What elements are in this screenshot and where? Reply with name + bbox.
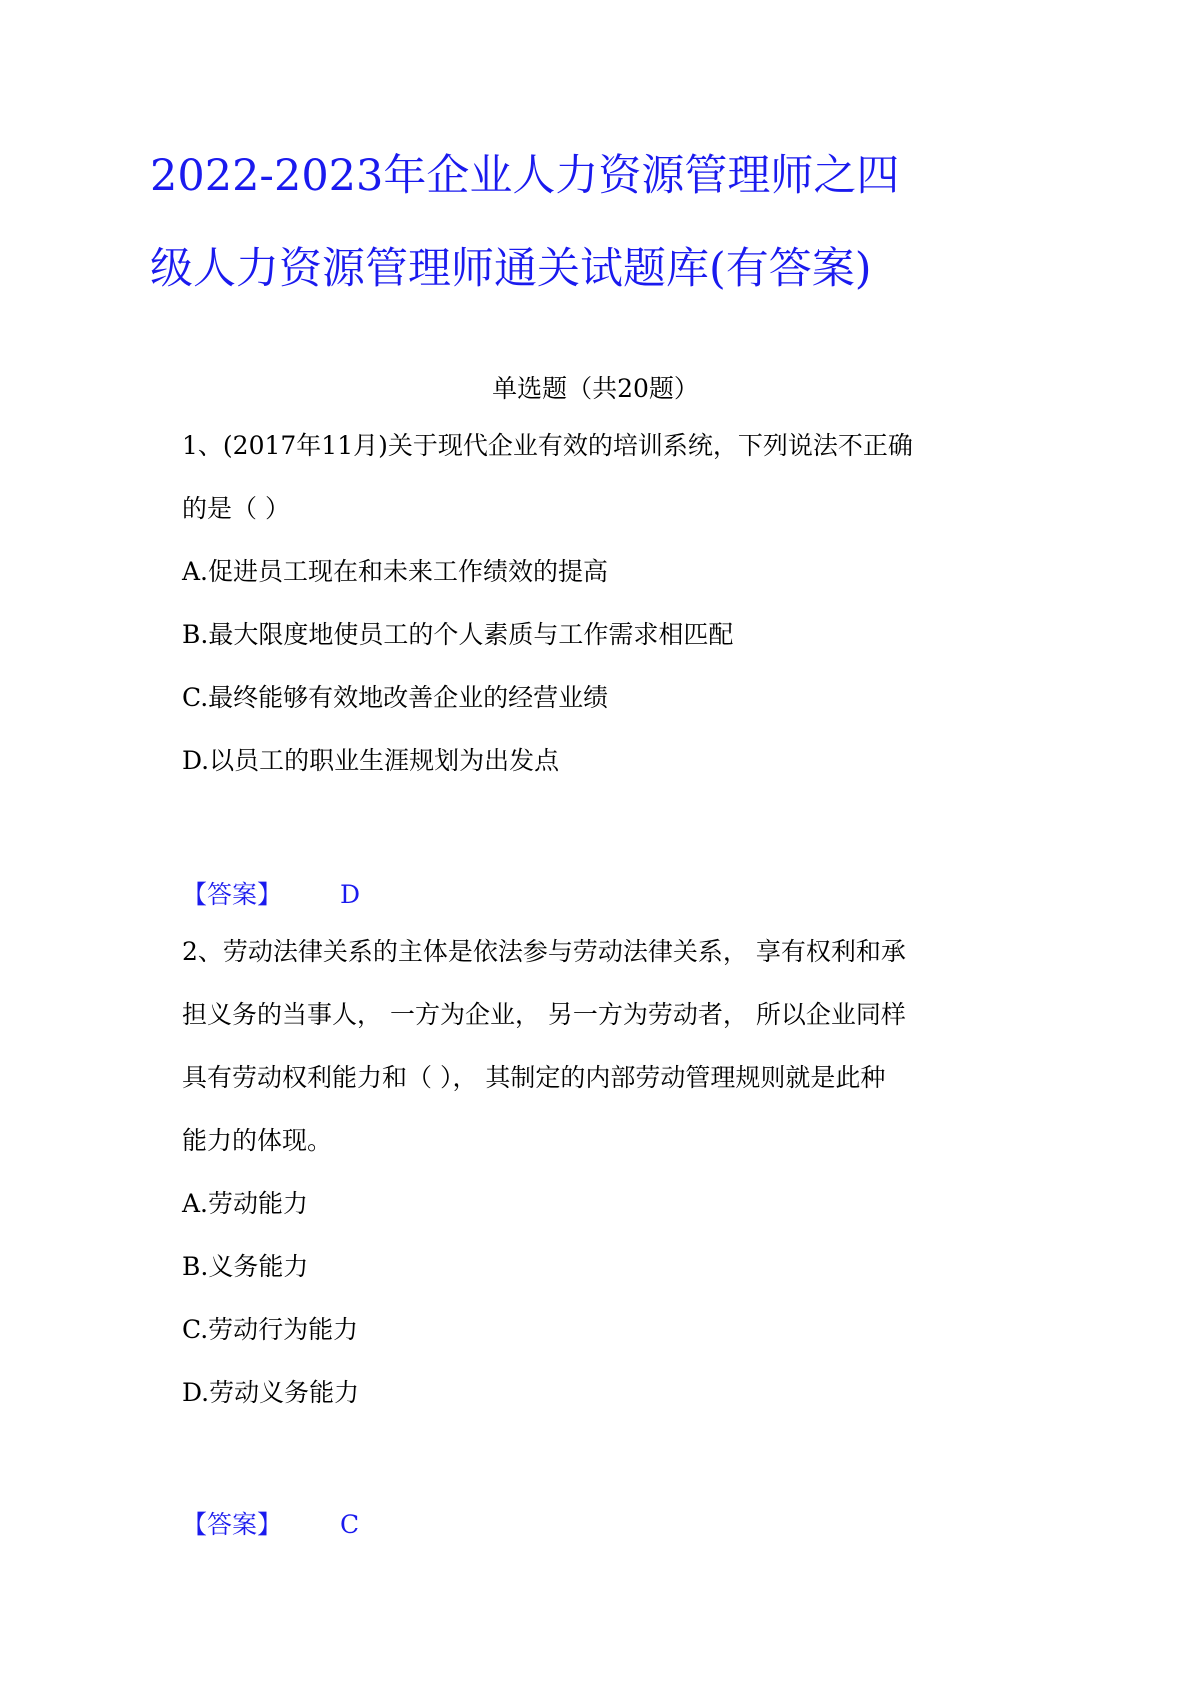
question-1 [182,414,1022,792]
option-c: C.劳动行为能力 [182,1315,359,1344]
document-title [150,130,1050,316]
option-d: D.劳动义务能力 [182,1378,360,1407]
answer-label: 【答案】 [182,880,283,909]
question-stem-line: 的是（ ） [182,494,290,523]
answer-label: 【答案】 [182,1510,283,1539]
answer-value: C [339,1510,360,1539]
question-stem-line: 2、劳动法律关系的主体是依法参与劳动法律关系， 享有权利和承 [182,937,906,966]
option-c: C.最终能够有效地改善企业的经营业绩 [182,683,609,712]
title-line: 2022-2023年企业人力资源管理师之四 [150,151,900,201]
option-b: B.最大限度地使员工的个人素质与工作需求相匹配 [182,620,734,649]
question-stem-line: 担义务的当事人， 一方为企业， 另一方为劳动者， 所以企业同样 [182,1000,906,1029]
answer-1 [182,878,360,912]
answer-2 [182,1508,359,1542]
option-a: A.促进员工现在和未来工作绩效的提高 [182,557,609,586]
option-b: B.义务能力 [182,1252,309,1281]
question-stem-line: 能力的体现。 [182,1126,333,1155]
option-a: A.劳动能力 [182,1189,309,1218]
question-stem-line: 具有劳动权利能力和（ ）， 其制定的内部劳动管理规则就是此种 [182,1063,886,1092]
option-d: D.以员工的职业生涯规划为出发点 [182,746,560,775]
section-heading: 单选题（共20题） [492,374,699,403]
title-line: 级人力资源管理师通关试题库(有答案) [150,244,872,294]
question-2 [182,920,1022,1424]
answer-value: D [339,880,361,909]
question-stem-line: 1、(2017年11月)关于现代企业有效的培训系统，下列说法不正确 [182,431,913,460]
